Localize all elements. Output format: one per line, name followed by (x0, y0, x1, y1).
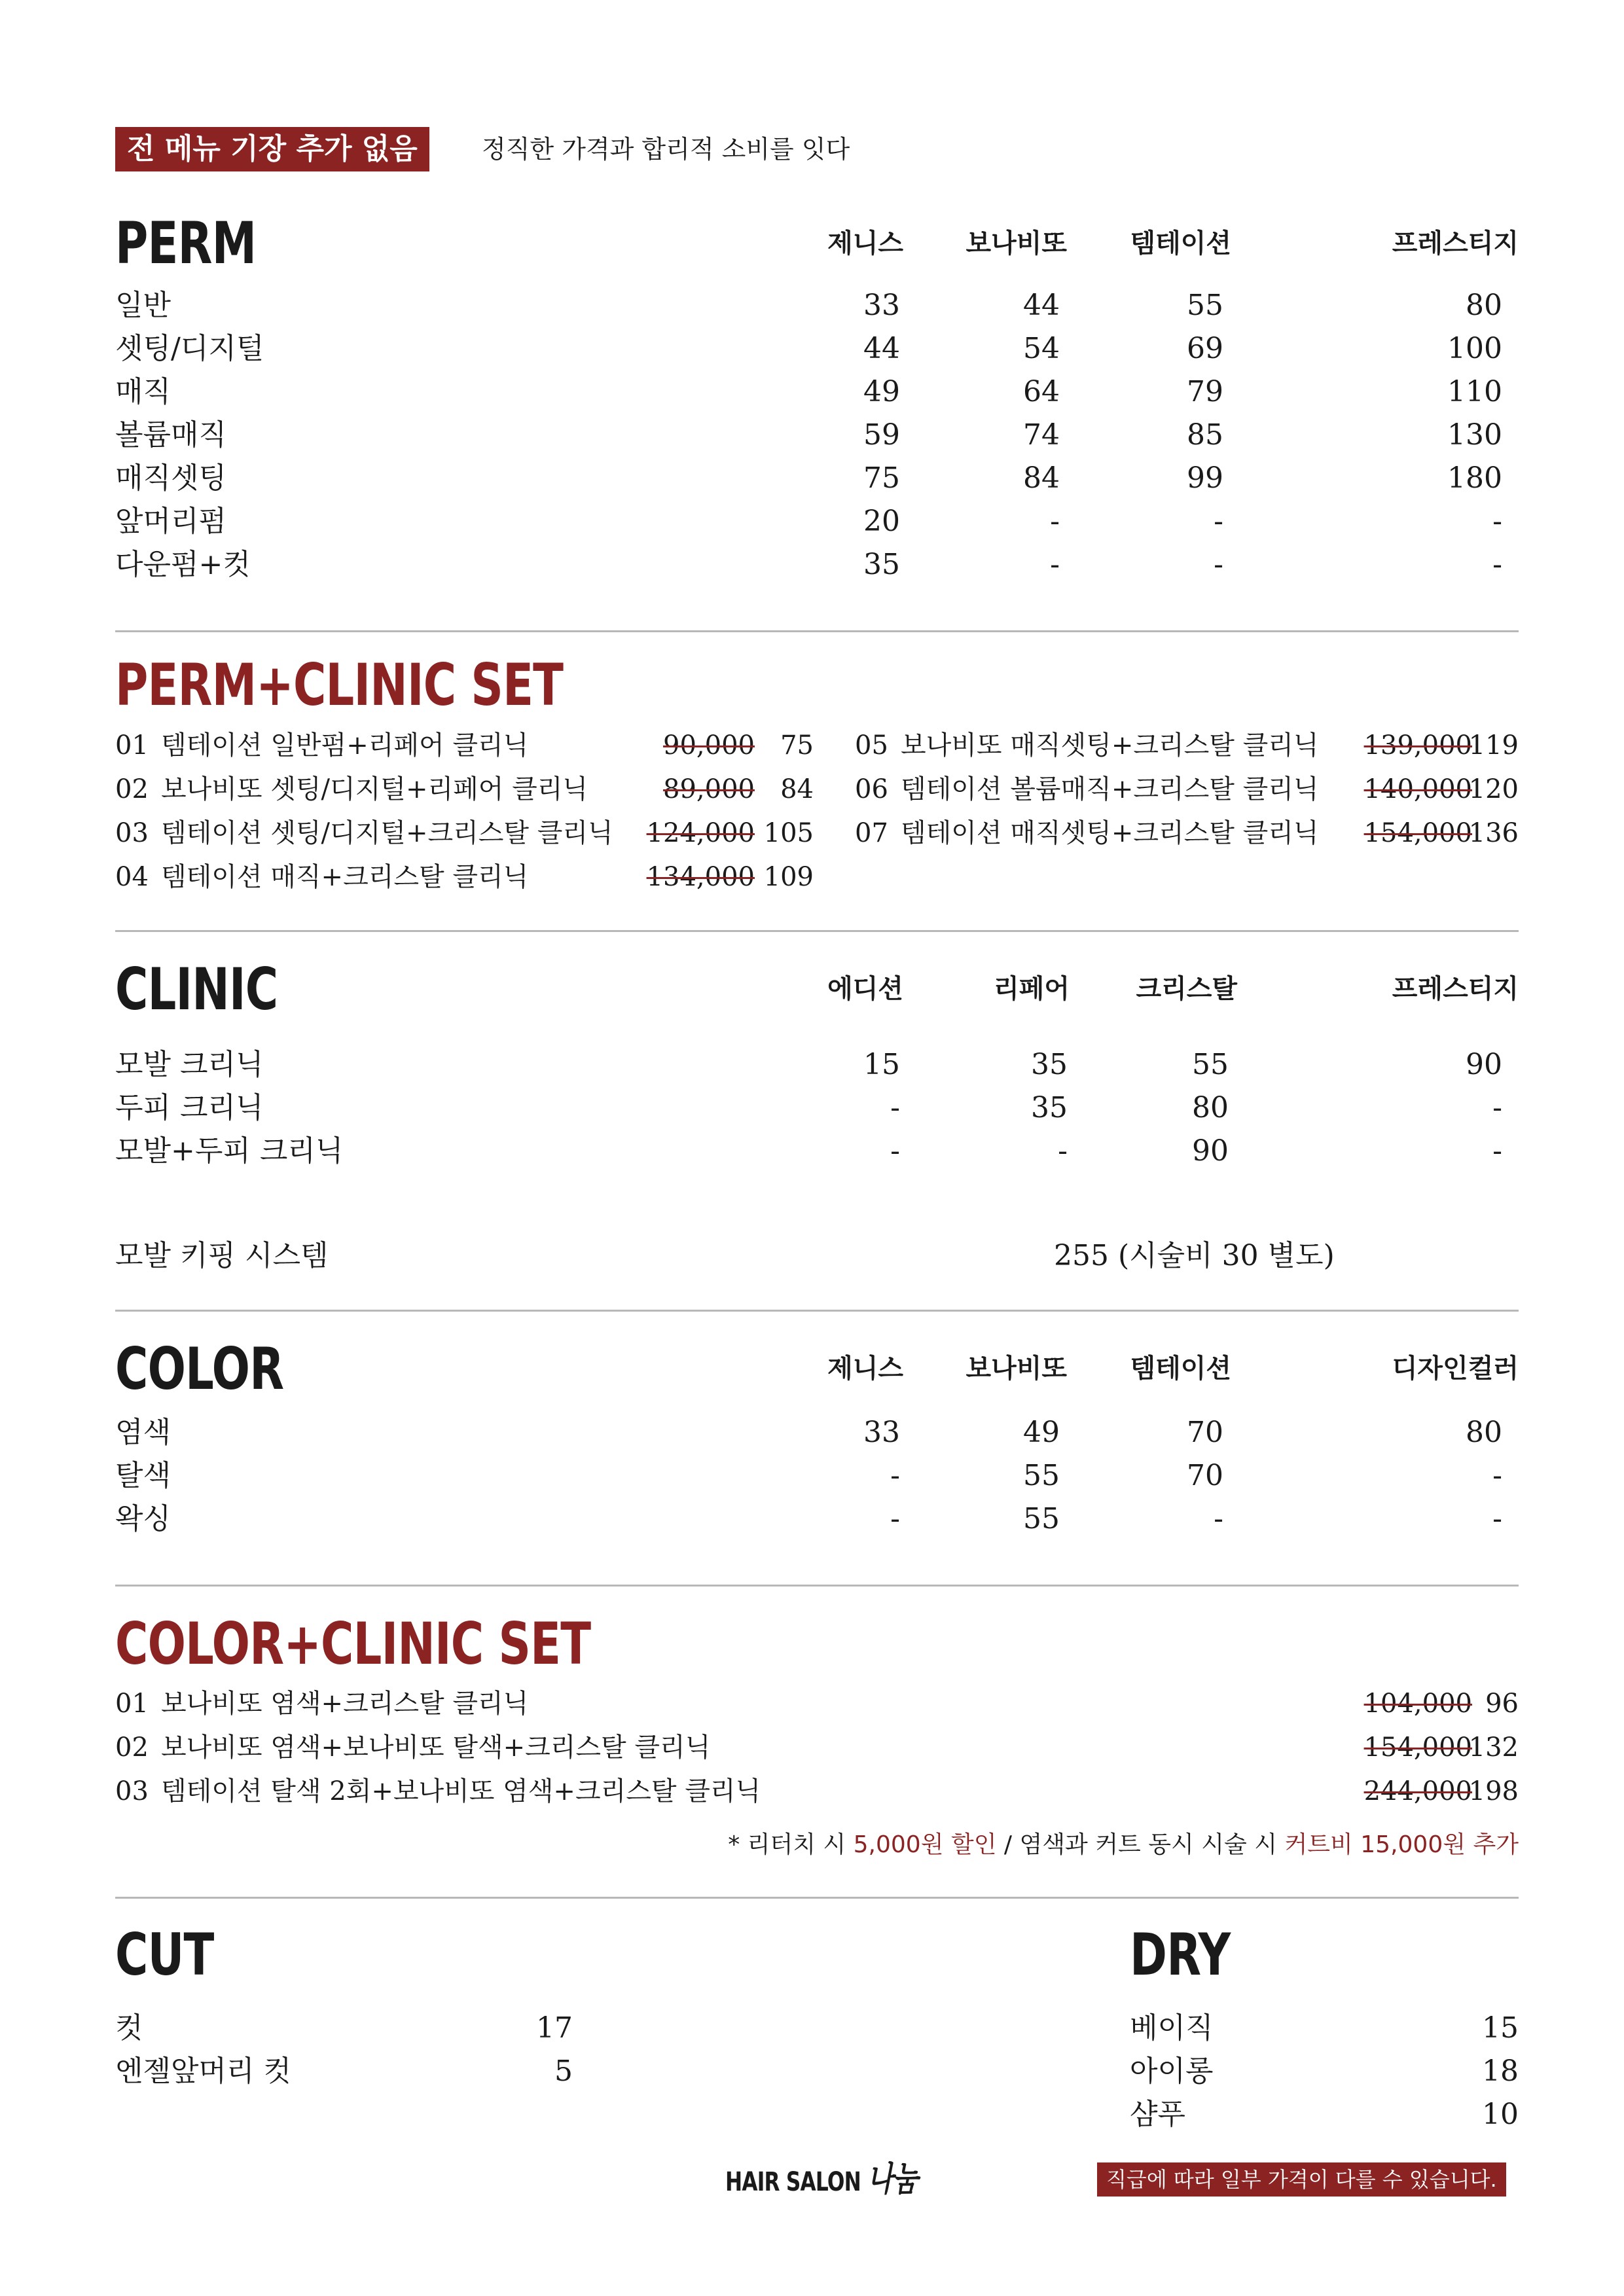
clinic-row-name: 두피 크리닉 (115, 1091, 264, 1124)
set-item-number: 02 (115, 1732, 149, 1763)
perm-clinic-set-title: PERM+CLINIC SET (115, 651, 564, 719)
dry-item-price: 18 (1482, 2054, 1519, 2088)
clinic-row-value: - (1058, 1134, 1068, 1168)
perm-row-value: 20 (863, 505, 900, 538)
set-item-number: 07 (855, 818, 888, 848)
set-item-original-price: 154,000 (1363, 1732, 1472, 1763)
clinic-row-value: - (890, 1134, 900, 1168)
set-item-original-price: 89,000 (663, 774, 755, 804)
cut-item-name: 엔젤앞머리 컷 (115, 2054, 292, 2088)
perm-col-temptation: 템테이션 (1130, 228, 1231, 259)
perm-row-value: 80 (1466, 289, 1502, 322)
set-item-price: 105 (763, 818, 814, 848)
color-row-value: - (1492, 1502, 1502, 1535)
set-item-price: 96 (1485, 1689, 1519, 1719)
divider (115, 1310, 1519, 1312)
divider (115, 930, 1519, 932)
set-item-original-price: 244,000 (1363, 1776, 1472, 1806)
perm-row-value: 100 (1447, 332, 1502, 365)
set-item-original-price: 90,000 (663, 730, 755, 761)
set-item-price: 75 (780, 730, 814, 761)
clinic-row-value: 35 (1031, 1091, 1068, 1124)
perm-row-value: 54 (1023, 332, 1060, 365)
divider (115, 1897, 1519, 1899)
perm-col-zenith: 제니스 (827, 228, 903, 259)
dry-item-name: 아이롱 (1130, 2054, 1214, 2088)
set-item-name: 템테이션 매직셋팅+크리스탈 클리닉 (901, 818, 1319, 848)
salon-logo (725, 2160, 918, 2202)
color-title: COLOR (115, 1335, 284, 1403)
color-row-value: - (890, 1502, 900, 1535)
perm-row-name: 앞머리펌 (115, 505, 227, 538)
clinic-row-name: 모발+두피 크리닉 (115, 1134, 344, 1168)
price-variance-notice: 직급에 따라 일부 가격이 다를 수 있습니다. (1097, 2162, 1506, 2197)
perm-row-name: 볼륨매직 (115, 418, 227, 452)
clinic-row-value: 90 (1192, 1134, 1229, 1168)
perm-row-value: 44 (863, 332, 900, 365)
set-item-original-price: 139,000 (1363, 730, 1472, 761)
perm-row-value: 59 (863, 418, 900, 452)
perm-row-value: - (1050, 548, 1060, 581)
dry-item-price: 15 (1482, 2011, 1519, 2045)
set-item-name: 템테이션 일반펌+리페어 클리닉 (161, 730, 529, 761)
perm-row-name: 다운펌+컷 (115, 548, 251, 581)
perm-row-value: 74 (1023, 418, 1060, 452)
perm-row-value: 99 (1187, 461, 1223, 495)
perm-row-value: - (1050, 505, 1060, 538)
perm-row-value: 35 (863, 548, 900, 581)
hair-keeping-system-name: 모발 키핑 시스템 (115, 1239, 329, 1272)
discount-note (728, 1827, 1519, 1863)
divider (115, 630, 1519, 632)
perm-row-name: 매직셋팅 (115, 461, 227, 495)
perm-row-value: 110 (1447, 375, 1502, 408)
set-item-number: 06 (855, 774, 888, 804)
cut-item-name: 컷 (115, 2011, 143, 2045)
clinic-row-value: 55 (1192, 1048, 1229, 1081)
clinic-row-value: 35 (1031, 1048, 1068, 1081)
perm-row-value: - (1492, 505, 1502, 538)
perm-row-value: - (1492, 548, 1502, 581)
color-row-value: 33 (863, 1416, 900, 1449)
dry-item-price: 10 (1482, 2098, 1519, 2131)
color-col-bonavitto: 보나비또 (965, 1354, 1067, 1384)
set-item-price: 119 (1468, 730, 1519, 761)
set-item-name: 템테이션 셋팅/디지털+크리스탈 클리닉 (161, 818, 613, 848)
cut-title: CUT (115, 1921, 214, 1988)
color-col-zenith: 제니스 (827, 1354, 903, 1384)
perm-row-name: 셋팅/디지털 (115, 332, 264, 365)
note-highlight-discount: 5,000원 할인 (853, 1831, 997, 1858)
set-item-number: 03 (115, 818, 149, 848)
set-item-original-price: 140,000 (1363, 774, 1472, 804)
color-row-value: 55 (1023, 1502, 1060, 1535)
perm-row-value: 180 (1447, 461, 1502, 495)
clinic-col-repair: 리페어 (994, 974, 1070, 1004)
set-item-number: 05 (855, 730, 888, 761)
clinic-col-prestige: 프레스티지 (1392, 974, 1519, 1004)
color-row-value: 70 (1187, 1459, 1223, 1492)
color-col-temptation: 템테이션 (1130, 1354, 1231, 1384)
color-row-name: 탈색 (115, 1459, 171, 1492)
color-row-value: - (890, 1459, 900, 1492)
clinic-col-edition: 에디션 (827, 974, 903, 1004)
color-row-value: - (1214, 1502, 1223, 1535)
cut-item-price: 5 (554, 2054, 573, 2088)
color-row-value: - (1492, 1459, 1502, 1492)
color-col-designcolor: 디자인컬러 (1392, 1354, 1519, 1384)
set-item-original-price: 134,000 (646, 862, 755, 892)
set-item-number: 02 (115, 774, 149, 804)
set-item-original-price: 104,000 (1363, 1689, 1472, 1719)
perm-row-value: 33 (863, 289, 900, 322)
perm-row-value: 75 (863, 461, 900, 495)
perm-row-value: 64 (1023, 375, 1060, 408)
note-text-1: * 리터치 시 (728, 1831, 854, 1858)
perm-row-value: 79 (1187, 375, 1223, 408)
set-item-price: 136 (1468, 818, 1519, 848)
set-item-original-price: 154,000 (1363, 818, 1472, 848)
color-row-value: 70 (1187, 1416, 1223, 1449)
set-item-price: 84 (780, 774, 814, 804)
set-item-price: 132 (1468, 1732, 1519, 1763)
perm-row-value: 44 (1023, 289, 1060, 322)
perm-row-value: 130 (1447, 418, 1502, 452)
set-item-price: 198 (1468, 1776, 1519, 1806)
set-item-number: 03 (115, 1776, 149, 1806)
perm-row-value: - (1214, 505, 1223, 538)
set-item-name: 보나비또 염색+보나비또 탈색+크리스탈 클리닉 (161, 1732, 711, 1763)
salon-brand-script: 나눔 (867, 2159, 918, 2199)
dry-title: DRY (1130, 1921, 1231, 1988)
tagline: 정직한 가격과 합리적 소비를 잇다 (482, 135, 850, 164)
dry-item-name: 베이직 (1130, 2011, 1214, 2045)
cut-item-price: 17 (536, 2011, 573, 2045)
set-item-number: 01 (115, 1689, 149, 1719)
color-row-value: 55 (1023, 1459, 1060, 1492)
perm-row-value: - (1214, 548, 1223, 581)
clinic-col-crystal: 크리스탈 (1136, 974, 1237, 1004)
color-row-name: 염색 (115, 1416, 171, 1449)
set-item-name: 템테이션 매직+크리스탈 클리닉 (161, 862, 529, 892)
set-item-name: 보나비또 염색+크리스탈 클리닉 (161, 1689, 529, 1719)
set-item-price: 109 (763, 862, 814, 892)
set-item-name: 보나비또 매직셋팅+크리스탈 클리닉 (901, 730, 1319, 761)
perm-row-value: 84 (1023, 461, 1060, 495)
clinic-row-value: 90 (1466, 1048, 1502, 1081)
clinic-title: CLINIC (115, 956, 278, 1023)
set-item-number: 04 (115, 862, 149, 892)
perm-col-prestige: 프레스티지 (1392, 228, 1519, 259)
perm-row-value: 49 (863, 375, 900, 408)
clinic-row-value: - (1492, 1091, 1502, 1124)
perm-row-value: 55 (1187, 289, 1223, 322)
set-item-name: 보나비또 셋팅/디지털+리페어 클리닉 (161, 774, 588, 804)
set-item-name: 템테이션 볼륨매직+크리스탈 클리닉 (901, 774, 1319, 804)
hair-keeping-system-price: 255 (시술비 30 별도) (1054, 1239, 1335, 1272)
set-item-price: 120 (1468, 774, 1519, 804)
perm-col-bonavitto: 보나비또 (965, 228, 1067, 259)
note-text-2: / 염색과 커트 동시 시술 시 (996, 1831, 1285, 1858)
salon-brand-text: HAIR SALON (725, 2167, 861, 2197)
set-item-number: 01 (115, 730, 149, 761)
divider (115, 1585, 1519, 1587)
perm-row-value: 69 (1187, 332, 1223, 365)
clinic-row-value: 15 (863, 1048, 900, 1081)
no-extra-charge-badge: 전 메뉴 기장 추가 없음 (115, 127, 429, 171)
set-item-original-price: 124,000 (646, 818, 755, 848)
clinic-row-value: - (890, 1091, 900, 1124)
perm-row-name: 매직 (115, 375, 171, 408)
perm-row-value: 85 (1187, 418, 1223, 452)
clinic-row-name: 모발 크리닉 (115, 1048, 264, 1081)
set-item-name: 템테이션 탈색 2회+보나비또 염색+크리스탈 클리닉 (161, 1776, 761, 1806)
perm-title: PERM (115, 209, 257, 277)
color-clinic-set-title: COLOR+CLINIC SET (115, 1610, 591, 1677)
color-row-value: 80 (1466, 1416, 1502, 1449)
note-highlight-cut-fee: 커트비 15,000원 추가 (1284, 1831, 1519, 1858)
color-row-value: 49 (1023, 1416, 1060, 1449)
dry-item-name: 샴푸 (1130, 2098, 1186, 2131)
perm-row-name: 일반 (115, 289, 171, 322)
color-row-name: 왁싱 (115, 1502, 171, 1535)
clinic-row-value: - (1492, 1134, 1502, 1168)
clinic-row-value: 80 (1192, 1091, 1229, 1124)
